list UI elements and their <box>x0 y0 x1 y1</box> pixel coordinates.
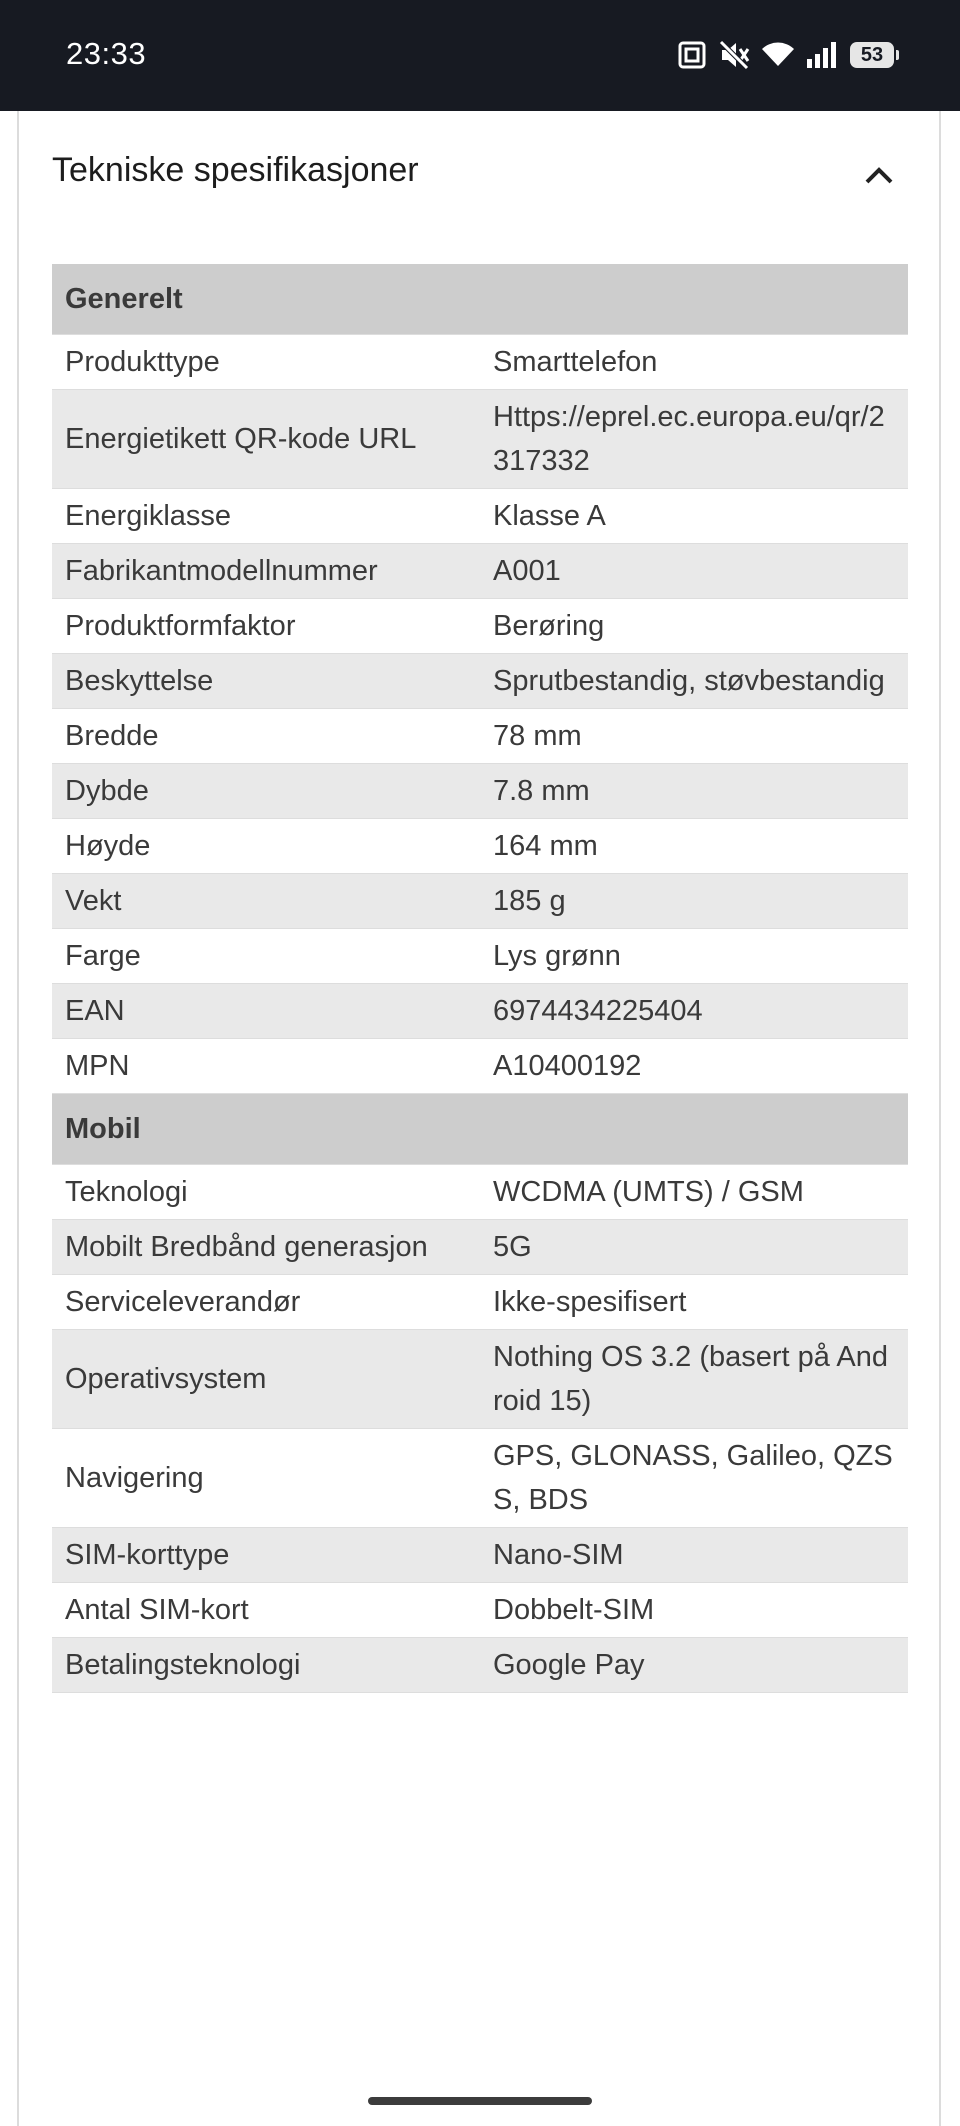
spec-value: Sprutbestandig, støvbestandig <box>480 654 908 709</box>
spec-row <box>52 654 908 709</box>
spec-label: Navigering <box>52 1429 480 1528</box>
spec-value: Nano-SIM <box>480 1528 908 1583</box>
spec-value: 78 mm <box>480 709 908 764</box>
specifications-panel <box>17 111 941 2126</box>
spec-label: Energiklasse <box>52 489 480 544</box>
spec-row <box>52 709 908 764</box>
mute-icon <box>718 40 750 70</box>
spec-label: Produktformfaktor <box>52 599 480 654</box>
spec-table <box>52 264 908 1693</box>
spec-row <box>52 1220 908 1275</box>
spec-row <box>52 1330 908 1429</box>
spec-value: GPS, GLONASS, Galileo, QZSS, BDS <box>480 1429 908 1528</box>
spec-row <box>52 1165 908 1220</box>
collapse-toggle-button[interactable] <box>859 155 899 195</box>
spec-value: Nothing OS 3.2 (basert på Android 15) <box>480 1330 908 1429</box>
battery-icon: 53 <box>850 42 894 68</box>
spec-row <box>52 1039 908 1094</box>
section-title: Tekniske spesifikasjoner <box>52 151 419 189</box>
spec-value: Berøring <box>480 599 908 654</box>
spec-group-title: Mobil <box>52 1094 908 1165</box>
status-icons <box>678 38 894 72</box>
spec-value: Google Pay <box>480 1638 908 1693</box>
spec-group-header <box>52 264 908 335</box>
spec-row <box>52 335 908 390</box>
section-header[interactable] <box>19 111 939 231</box>
spec-row <box>52 984 908 1039</box>
spec-label: Høyde <box>52 819 480 874</box>
spec-label: Betalingsteknologi <box>52 1638 480 1693</box>
spec-value: WCDMA (UMTS) / GSM <box>480 1165 908 1220</box>
chevron-up-icon <box>864 165 894 185</box>
home-indicator[interactable] <box>368 2097 592 2105</box>
nfc-icon <box>678 41 706 69</box>
spec-label: Serviceleverandør <box>52 1275 480 1330</box>
signal-icon <box>806 42 838 68</box>
spec-value: A001 <box>480 544 908 599</box>
spec-value: Https://eprel.ec.europa.eu/qr/2317332 <box>480 390 908 489</box>
spec-value: A10400192 <box>480 1039 908 1094</box>
status-time: 23:33 <box>66 36 147 71</box>
spec-value: 164 mm <box>480 819 908 874</box>
spec-value: Ikke-spesifisert <box>480 1275 908 1330</box>
spec-row <box>52 874 908 929</box>
spec-row <box>52 764 908 819</box>
spec-label: Vekt <box>52 874 480 929</box>
spec-value: Dobbelt-SIM <box>480 1583 908 1638</box>
spec-value: 6974434225404 <box>480 984 908 1039</box>
spec-label: Teknologi <box>52 1165 480 1220</box>
spec-label: SIM-korttype <box>52 1528 480 1583</box>
status-bar <box>0 0 960 111</box>
spec-value: 185 g <box>480 874 908 929</box>
spec-label: EAN <box>52 984 480 1039</box>
spec-row <box>52 1528 908 1583</box>
spec-label: Operativsystem <box>52 1330 480 1429</box>
spec-value: 7.8 mm <box>480 764 908 819</box>
spec-row <box>52 390 908 489</box>
spec-row <box>52 929 908 984</box>
spec-row <box>52 599 908 654</box>
spec-value: Smarttelefon <box>480 335 908 390</box>
spec-label: Farge <box>52 929 480 984</box>
spec-row <box>52 1583 908 1638</box>
spec-label: Mobilt Bredbånd generasjon <box>52 1220 480 1275</box>
spec-row <box>52 1429 908 1528</box>
spec-row <box>52 819 908 874</box>
spec-label: Fabrikantmodellnummer <box>52 544 480 599</box>
spec-label: MPN <box>52 1039 480 1094</box>
spec-group-header <box>52 1094 908 1165</box>
spec-row <box>52 544 908 599</box>
wifi-icon <box>762 42 794 68</box>
spec-group-title: Generelt <box>52 264 908 335</box>
spec-row <box>52 1638 908 1693</box>
spec-row <box>52 489 908 544</box>
spec-label: Beskyttelse <box>52 654 480 709</box>
spec-label: Bredde <box>52 709 480 764</box>
spec-row <box>52 1275 908 1330</box>
spec-label: Antal SIM-kort <box>52 1583 480 1638</box>
spec-value: Lys grønn <box>480 929 908 984</box>
spec-label: Energietikett QR-kode URL <box>52 390 480 489</box>
spec-value: 5G <box>480 1220 908 1275</box>
spec-value: Klasse A <box>480 489 908 544</box>
spec-label: Produkttype <box>52 335 480 390</box>
spec-label: Dybde <box>52 764 480 819</box>
